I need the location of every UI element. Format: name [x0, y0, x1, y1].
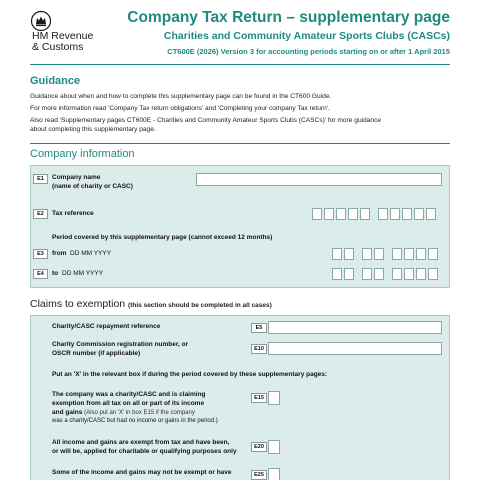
period-to-day-cell[interactable] — [344, 268, 354, 280]
period-to-label: to — [52, 270, 59, 277]
registration-number-input[interactable] — [268, 342, 442, 355]
e15-text-line2: exemption from all tax on all or part of its income — [52, 400, 205, 407]
e20-checkbox[interactable] — [268, 440, 280, 454]
section-divider — [30, 143, 450, 144]
e15-text-line3a: and gains — [52, 409, 83, 416]
page-subtitle: Charities and Community Amateur Sports Clubs (CASCs) — [163, 30, 450, 42]
tax-reference-cell[interactable] — [390, 208, 400, 220]
period-to-month-cell[interactable] — [374, 268, 384, 280]
repayment-reference-label: Charity/CASC repayment reference — [52, 323, 161, 330]
claims-note: (this section should be completed in all cases) — [128, 302, 272, 309]
period-heading: Period covered by this supplementary page (cannot exceed 12 months) — [52, 234, 273, 241]
page-title: Company Tax Return – supplementary page — [127, 9, 450, 26]
period-to-year-cell[interactable] — [428, 268, 438, 280]
period-from-label: from — [52, 250, 67, 257]
claims-instruction: Put an 'X' in the relevant box if during the period covered by these supplementary pages: — [52, 371, 328, 378]
crown-crest-icon — [30, 10, 52, 32]
e25-checkbox[interactable] — [268, 468, 280, 480]
box-code-e4: E4 — [33, 269, 48, 279]
registration-number-sublabel: OSCR number (if applicable) — [52, 350, 141, 357]
period-from-year-cell[interactable] — [416, 248, 426, 260]
guidance-paragraph-3b: about completing this supplementary page. — [30, 126, 156, 133]
tax-reference-cell[interactable] — [348, 208, 358, 220]
tax-reference-cell[interactable] — [324, 208, 334, 220]
guidance-paragraph-1: Guidance about when and how to complete this supplementary page can be found in the CT600 Guide. — [30, 93, 332, 100]
header-divider — [30, 64, 450, 65]
period-from-year-cell[interactable] — [404, 248, 414, 260]
tax-reference-cell[interactable] — [378, 208, 388, 220]
period-from-day-cell[interactable] — [344, 248, 354, 260]
period-from-day-cell[interactable] — [332, 248, 342, 260]
company-name-label: Company name — [52, 174, 101, 181]
claims-section-title — [30, 298, 272, 310]
e20-text-line2: or will be, applied for charitable or qualifying purposes only — [52, 448, 237, 455]
tax-reference-cell[interactable] — [312, 208, 322, 220]
period-to-day-cell[interactable] — [332, 268, 342, 280]
guidance-paragraph-3a: Also read 'Supplementary pages CT600E - Charities and Community Amateur Sports Clubs (CASCs)' for more guidance — [30, 117, 382, 124]
tax-reference-cell[interactable] — [414, 208, 424, 220]
period-to-year-cell[interactable] — [416, 268, 426, 280]
box-code-e20: E20 — [251, 442, 267, 452]
box-code-e10: E10 — [251, 344, 267, 354]
box-code-e15: E15 — [251, 393, 267, 403]
org-name-line2: & Customs — [32, 41, 84, 53]
repayment-reference-input[interactable] — [268, 321, 442, 334]
claims-title-text: Claims to exemption — [30, 298, 126, 310]
e15-text-line1: The company was a charity/CASC and is claiming — [52, 391, 206, 398]
box-code-e1: E1 — [33, 174, 48, 184]
tax-reference-cell[interactable] — [360, 208, 370, 220]
period-from-month-cell[interactable] — [374, 248, 384, 260]
e15-text-line4: was a charity/CASC but had no income or gains in the period.) — [52, 418, 218, 424]
box-code-e5: E5 — [251, 323, 267, 333]
registration-number-label: Charity Commission registration number, or — [52, 341, 189, 348]
guidance-title: Guidance — [30, 75, 81, 87]
period-from-year-cell[interactable] — [428, 248, 438, 260]
tax-reference-cell[interactable] — [426, 208, 436, 220]
company-information-title: Company information — [30, 148, 135, 160]
tax-reference-cell[interactable] — [336, 208, 346, 220]
company-name-input[interactable] — [196, 173, 442, 186]
form-version: CT600E (2026) Version 3 for accounting periods starting on or after 1 April 2015 — [167, 47, 450, 56]
e20-text-line1: All income and gains are exempt from tax and have been, — [52, 439, 230, 446]
period-from-year-cell[interactable] — [392, 248, 402, 260]
period-to-format: DD MM YYYY — [62, 270, 104, 277]
period-from-format: DD MM YYYY — [70, 250, 112, 257]
e25-text-line1: Some of the income and gains may not be exempt or have — [52, 469, 232, 476]
box-code-e2: E2 — [33, 209, 48, 219]
box-code-e25: E25 — [251, 470, 267, 480]
e15-checkbox[interactable] — [268, 391, 280, 405]
period-to-year-cell[interactable] — [392, 268, 402, 280]
guidance-paragraph-2: For more information read 'Company Tax return obligations' and 'Completing your company Tax return'. — [30, 105, 330, 112]
box-code-e3: E3 — [33, 249, 48, 259]
period-to-year-cell[interactable] — [404, 268, 414, 280]
org-name-line1: HM Revenue — [32, 30, 94, 42]
period-from-month-cell[interactable] — [362, 248, 372, 260]
period-to-month-cell[interactable] — [362, 268, 372, 280]
tax-reference-label: Tax reference — [52, 210, 94, 217]
company-name-sublabel: (name of charity or CASC) — [52, 183, 133, 190]
tax-reference-cell[interactable] — [402, 208, 412, 220]
e15-text-line3b: (Also put an 'X' in box E15 if the company — [84, 410, 195, 416]
